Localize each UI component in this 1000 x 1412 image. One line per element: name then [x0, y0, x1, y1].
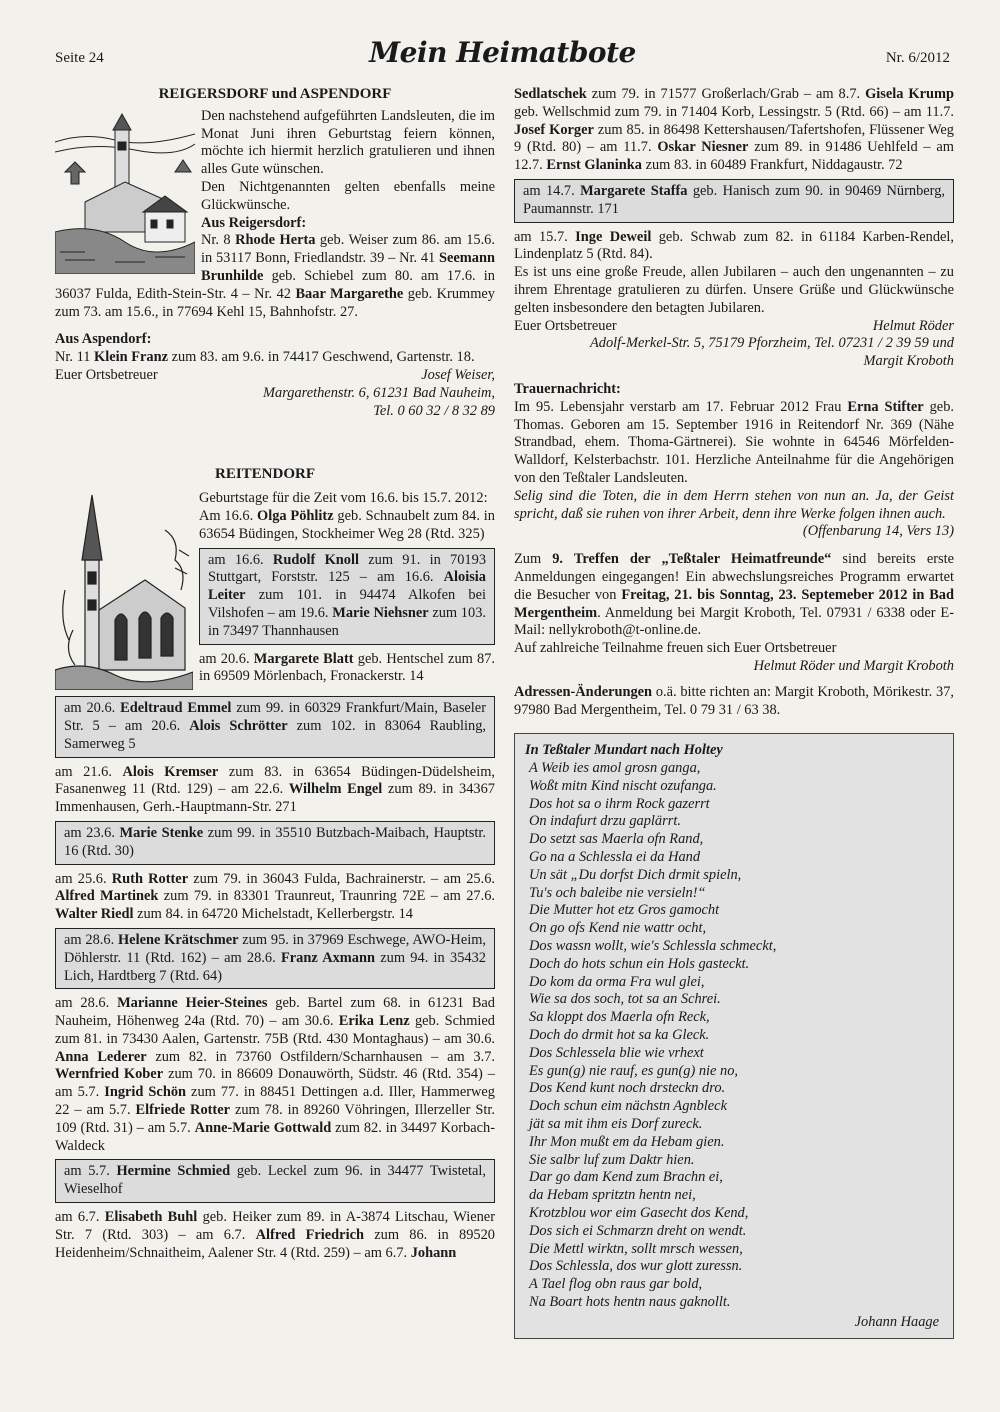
aspendorf-entries: Nr. 11 Klein Franz zum 83. am 9.6. in 74417 Geschwend, Gartenstr. 18.: [55, 349, 475, 366]
poem-line: Tu's och baleibe nie versieln!“: [529, 884, 706, 901]
poem-line: Go na a Schlessla ei da Hand: [529, 849, 701, 866]
poem-line: On indafurt drzu gaplärrt.: [529, 813, 681, 830]
reitendorf-continued: Sedlatschek zum 79. in 71577 Großerlach/Grab – am 8.7. Gisela Krump geb. Wellschmid zum 79. in 71404 Korb, Lessingstr. 5 (Rtd. 66) – am 11.7. Josef Korger zum 85. in 86498 Kettershausen/Tafertshofen, Flüssener Weg 9 (Rtd. 80) – am 11.7. Oskar Niesner zum 89. in 91486 Uehlfeld – am 12.7. Ernst Glaninka zum 83. in 60489 Frankfurt, Niddagaustr. 72: [514, 86, 954, 174]
poem-line: Dos hot sa o ihrm Rock gazerrt: [529, 795, 710, 812]
reigersdorf-intro-2: Den Nichtgenannten gelten ebenfalls meine Glückwünsche.: [201, 178, 495, 213]
reigersdorf-heading: REIGERSDORF und ASPENDORF: [158, 86, 392, 102]
poem-title: In Teßtaler Mundart nach Holtey: [525, 742, 723, 759]
left-column: [55, 86, 495, 1262]
reitendorf-entry-1: Am 16.6. Olga Pöhlitz geb. Schnaubelt zum 84. in 63654 Büdingen, Stockheimer Weg 28 (Rtd. 325): [199, 507, 495, 542]
church-illustration: [55, 490, 193, 690]
newspaper-title: Mein Heimatbote: [369, 36, 636, 69]
poem-line: A Tael flog obn raus gar bold,: [529, 1276, 703, 1293]
reitendorf-box-4: am 28.6. Helene Krätschmer zum 95. in 37969 Eschwege, AWO-Heim, Döhlerstr. 11 (Rtd. 162) – am 28.6. Franz Axmann zum 94. in 35432 Lich, Hardtberg 7 (Rtd. 64): [55, 928, 495, 989]
poem-line: Do kom da orma Fra wul glei,: [529, 973, 705, 990]
poem-line: Krotzblou wor eim Gasecht dos Kend,: [529, 1205, 749, 1222]
poem-line: Do setzt sas Maerla ofn Rand,: [529, 831, 704, 848]
poem-line: Un sät „Du dorfst Dich drmit spieln,: [529, 866, 742, 883]
poem-line: Sa kloppt dos Maerla ofn Reck,: [529, 1009, 710, 1026]
village-illustration: [55, 112, 195, 274]
aspendorf-signature-address: Margarethenstr. 6, 61231 Bad Nauheim,: [263, 384, 495, 401]
poem-line: Die Mutter hot etz Gros gamocht: [529, 902, 720, 919]
obituary-quote-source: (Offenbarung 14, Vers 13): [802, 523, 954, 540]
aspendorf-signature-tel: Tel. 0 60 32 / 8 32 89: [373, 402, 495, 419]
poem-line: Doch do drmit hot sa ka Gleck.: [529, 1027, 710, 1044]
page-header: [55, 36, 950, 76]
reigersdorf-subheading: Aus Reigersdorf:: [201, 214, 307, 231]
reitendorf-box-1: am 16.6. Rudolf Knoll zum 91. in 70193 Stuttgart, Forststr. 125 – am 16.6. Aloisia Leiter zum 101. in 94474 Alkofen bei Vilshofen – am 19.6. Marie Niehsner zum 103. in 73497 Thannhausen: [199, 548, 495, 645]
poem-line: Dos Schlessla, dos wur glott zuressn.: [529, 1258, 743, 1275]
reitendorf-entry-5: am 28.6. Marianne Heier-Steines geb. Bartel zum 68. in 61231 Bad Nauheim, Höhenweg 24a (Rtd. 70) – am 30.6. Erika Lenz geb. Schmied zum 81. in 73430 Aalen, Gartenstr. 75B (Rtd. 430 Montaghaus) – am 30.6. Anna Lederer zum 82. in 73760 Ostfildern/Scharnhausen – am 3.7. Wernfried Kober zum 70. in 86609 Donauwörth, Südstr. 46 (Rtd. 354) – am 5.7. Ingrid Schön zum 77. in 88451 Dettingen a.d. Iller, Hammerweg 22 – am 5.7. Elfriede Rotter zum 78. in 89260 Vöhringen, Illerzeller Str. 109 (Rtd. 31) – am 5.7. Anne-Marie Gottwald zum 82. in 34497 Korbach-Waldeck: [55, 995, 496, 1154]
reitendorf-box-5: am 5.7. Hermine Schmied geb. Leckel zum 96. in 34477 Twistetal, Wieselhof: [55, 1159, 495, 1203]
poem-line: Die Mettl wirktn, sollt mrsch wessen,: [529, 1240, 743, 1257]
reigersdorf-entries: Nr. 8 Rhode Herta geb. Weiser zum 86. am 15.6. in 53117 Bonn, Friedlandstr. 39 – Nr. 41 Seemann Brunhilde geb. Schiebel zum 80. am 17.6. in 36037 Fulda, Edith-Stein-Str. 4 – Nr. 42 Baar Margarethe geb. Krummey zum 73. am 15.6., in 77694 Kehl 15, Bahnhofstr. 27.: [55, 232, 496, 320]
aspendorf-subheading: Aus Aspendorf:: [55, 331, 152, 348]
poem-line: Na Boart hots hentn naus gaknollt.: [529, 1294, 731, 1310]
poem-lines: [525, 760, 943, 1312]
page-number: Seite 24: [55, 50, 104, 66]
reitendorf-signature: Euer Ortsbetreuer Helmut Röder: [514, 317, 954, 334]
reitendorf-entry-6: am 6.7. Elisabeth Buhl geb. Heiker zum 89. in A-3874 Litschau, Wiener Str. 7 (Rtd. 303) – am 6.7. Alfred Friedrich zum 86. in 89520 Heidenheim/Schnaitheim, Aalener Str. 4 (Rtd. 259) – am 6.7. Johann: [55, 1209, 495, 1261]
poem-line: da Hebam spritztn hentn nei,: [529, 1187, 696, 1204]
obituary-heading: Trauernachricht:: [514, 380, 621, 397]
poem-line: Doch do hots schun ein Hols gasteckt.: [529, 955, 750, 972]
poem-line: Doch schun eim nächstn Agnbleck: [529, 1098, 727, 1115]
reitendorf-box-2: am 20.6. Edeltraud Emmel zum 99. in 60329 Frankfurt/Main, Baseler Str. 5 – am 20.6. Alois Schrötter zum 102. in 83064 Raubling, Samerweg 5: [55, 696, 495, 757]
reitendorf-entry-last: am 15.7. Inge Deweil geb. Schwab zum 82. in 61184 Karben-Rendel, Lindenplatz 5 (Rtd. 84).: [514, 228, 954, 263]
reigersdorf-intro: Den nachstehend aufgeführten Landsleuten, die im Monat Juni ihren Geburtstag feiern können, möchte ich hiermit herzlich gratulieren und ihnen alles Gute wünschen.: [201, 107, 495, 178]
poem-line: Dar go dam Kend zum Brachn ei,: [529, 1169, 723, 1186]
right-column: [514, 86, 954, 1339]
reitendorf-entry-2: am 20.6. Margarete Blatt geb. Hentschel zum 87. in 69509 Mörlenbach, Fronackerstr. 14: [199, 650, 496, 685]
poem-line: Ihr Mon mußt em da Hebam gien.: [529, 1133, 725, 1150]
reitendorf-heading: REITENDORF: [215, 466, 316, 483]
poem-line: Woßt mitn Kind nischt ozufanga.: [529, 777, 717, 794]
meeting-closing: Auf zahlreiche Teilnahme freuen sich Euer Ortsbetreuer: [514, 640, 837, 657]
address-change-notice: Adressen-Änderungen o.ä. bitte richten an: Margit Kroboth, Mörikestr. 37, 97980 Bad Mergentheim, Tel. 0 79 31 / 63 38.: [514, 683, 954, 718]
meeting-announcement: Zum 9. Treffen der „Teßtaler Heimatfreunde“ sind bereits erste Anmeldungen eingegangen! Ein abwechslungsreiches Programm erwartet die Besucher von Freitag, 21. bis Sonntag, 23. Septemeber 2012 in Bad Mergentheim. Anmeldung bei Margit Kroboth, Tel. 07931 / 6338 oder E-Mail: nellykroboth@t-online.de.: [514, 551, 954, 639]
poem-line: Dos Schlessela blie wie vrhext: [529, 1044, 704, 1061]
issue-number: Nr. 6/2012: [885, 50, 950, 66]
reitendorf-signature-address: Adolf-Merkel-Str. 5, 75179 Pforzheim, Tel. 07231 / 2 39 59 und: [589, 335, 954, 352]
poem-line: Dos Kend kunt noch drsteckn dro.: [529, 1080, 726, 1097]
meeting-signature: Helmut Röder und Margit Kroboth: [753, 657, 954, 674]
poem-author: Johann Haage: [854, 1313, 939, 1330]
poem-line: Es gun(g) nie rauf, es gun(g) nie no,: [529, 1062, 739, 1079]
obituary-quote: Selig sind die Toten, die in dem Herrn stehen von nun an. Ja, der Geist spricht, daß sie ruhen von ihrer Arbeit, denn ihre Werke folgen ihnen auch.: [514, 487, 954, 522]
poem-line: Sie salbr luf zum Daktr hien.: [529, 1151, 695, 1168]
congratulations-text: Es ist uns eine große Freude, allen Jubilaren – auch den ungenannten – zu ihrem Ehrentage gratulieren zu dürfen. Unsere Grüße und Glückwünsche gelten insbesondere den betagten Jubilaren.: [514, 264, 954, 316]
aspendorf-signature: Euer Ortsbetreuer Josef Weiser,: [55, 366, 495, 383]
poem-line: On go ofs Kend nie wattr ocht,: [529, 920, 707, 937]
reitendorf-entry-4: am 25.6. Ruth Rotter zum 79. in 36043 Fulda, Bachrainerstr. – am 25.6. Alfred Martinek zum 79. in 83301 Traunreut, Traunring 72E – am 27.6. Walter Riedl zum 84. in 64720 Michelstadt, Kellerbergstr. 14: [55, 870, 495, 923]
reitendorf-intro: Geburtstage für die Zeit vom 16.6. bis 15.7. 2012:: [199, 490, 488, 507]
poem-line: Wie sa dos soch, tot sa an Schrei.: [529, 991, 721, 1008]
dialect-poem-box: [514, 733, 954, 1338]
reitendorf-box-6: am 14.7. Margarete Staffa geb. Hanisch zum 90. in 90469 Nürnberg, Paumannstr. 171: [514, 179, 954, 223]
obituary-text: Im 95. Lebensjahr verstarb am 17. Februar 2012 Frau Erna Stifter geb. Thomas. Geboren am 15. September 1916 in Reitendorf Nr. 369 (Nähe Strandbad, ehem. Thoma-Gärtnerei). Sie wohnte in 64546 Mörfelden-Walldorf, Kelsterbachstr. 101. Herzliche Anteilnahme für die Angehörigen von den Teßtaler Landsleuten.: [514, 398, 954, 486]
reitendorf-entry-3: am 21.6. Alois Kremser zum 83. in 63654 Büdingen-Düdelsheim, Fasanenweg 11 (Rtd. 129) – am 22.6. Wilhelm Engel zum 89. in 34367 Immenhausen, Gerh.-Hauptmann-Str. 271: [55, 763, 495, 816]
poem-line: jät sa mit ihm eis Dorf zureck.: [529, 1116, 703, 1133]
poem-line: Dos wassn wollt, wie's Schlessla schmeckt,: [529, 938, 777, 955]
reitendorf-signature-name2: Margit Kroboth: [863, 353, 954, 370]
poem-line: A Weib ies amol grosn ganga,: [529, 760, 701, 777]
reitendorf-box-3: am 23.6. Marie Stenke zum 99. in 35510 Butzbach-Maibach, Hauptstr. 16 (Rtd. 30): [55, 821, 495, 865]
poem-line: Dos sich ei Schmarzn dreht on wendt.: [529, 1222, 747, 1239]
